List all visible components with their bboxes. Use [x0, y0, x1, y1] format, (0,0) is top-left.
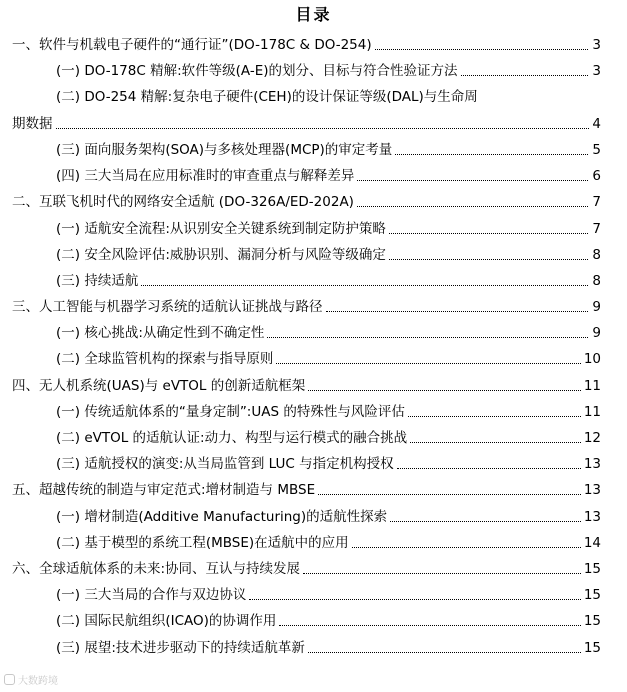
toc-leader-dots [56, 128, 590, 129]
toc-entry-page: 13 [583, 508, 601, 525]
toc-entry[interactable] [0, 320, 627, 346]
toc-entry[interactable] [0, 372, 627, 398]
toc-entry[interactable] [0, 242, 627, 268]
toc-entry-text: (二) 全球监管机构的探索与指导原则 [56, 351, 274, 368]
toc-entry[interactable] [0, 530, 627, 556]
toc-leader-dots [408, 416, 581, 417]
toc-entry-text: (一) 适航安全流程:从识别安全关键系统到制定防护策略 [56, 220, 386, 237]
toc-entry-page: 8 [592, 246, 601, 263]
toc-entry-text: (二) DO-254 精解:复杂电子硬件(CEH)的设计保证等级(DAL)与生命周 [56, 89, 478, 106]
toc-entry[interactable] [0, 268, 627, 294]
toc-entry-text: (三) 适航授权的演变:从当局监管到 LUC 与指定机构授权 [56, 456, 394, 473]
toc-list [0, 32, 627, 661]
toc-leader-dots [267, 337, 588, 338]
toc-entry-text: (一) DO-178C 精解:软件等级(A-E)的划分、目标与符合性验证方法 [56, 63, 458, 80]
toc-entry-text: (二) eVTOL 的适航认证:动力、构型与运行模式的融合挑战 [56, 430, 408, 447]
watermark [4, 672, 58, 687]
toc-leader-dots [308, 390, 581, 391]
toc-entry-page: 15 [583, 613, 601, 630]
toc-entry-page: 10 [583, 351, 601, 368]
toc-entry[interactable] [0, 399, 627, 425]
toc-entry-text: 四、无人机系统(UAS)与 eVTOL 的创新适航框架 [12, 377, 306, 394]
toc-entry-page: 11 [583, 377, 601, 394]
toc-entry-text: (一) 三大当局的合作与双边协议 [56, 587, 247, 604]
toc-leader-dots [389, 259, 588, 260]
toc-entry-page: 15 [583, 639, 601, 656]
toc-entry[interactable] [0, 582, 627, 608]
toc-leader-dots [389, 233, 588, 234]
watermark-logo-icon [4, 674, 15, 685]
toc-entry-page: 13 [583, 456, 601, 473]
toc-entry-page: 12 [583, 430, 601, 447]
toc-entry-text: 六、全球适航体系的未来:协同、互认与持续发展 [12, 560, 301, 577]
toc-entry-page: 13 [583, 482, 601, 499]
toc-entry-page: 7 [592, 194, 601, 211]
toc-entry-text: (一) 传统适航体系的“量身定制”:UAS 的特殊性与风险评估 [56, 403, 405, 420]
toc-entry-text-cont: 期数据 [12, 115, 53, 132]
toc-entry-page: 7 [592, 220, 601, 237]
toc-entry-page: 11 [583, 403, 601, 420]
toc-entry-text: (一) 增材制造(Additive Manufacturing)的适航性探索 [56, 508, 388, 525]
toc-entry[interactable] [0, 215, 627, 241]
toc-entry[interactable] [0, 608, 627, 634]
toc-entry-page: 8 [592, 272, 601, 289]
toc-leader-dots [461, 75, 589, 76]
toc-entry[interactable] [0, 425, 627, 451]
toc-entry[interactable] [0, 294, 627, 320]
toc-entry[interactable] [0, 503, 627, 529]
toc-entry-text: (四) 三大当局在应用标准时的审查重点与解释差异 [56, 168, 355, 185]
toc-leader-dots [326, 311, 589, 312]
toc-entry[interactable] [0, 346, 627, 372]
toc-entry-text: (二) 基于模型的系统工程(MBSE)在适航中的应用 [56, 534, 349, 551]
toc-entry-text: 五、超越传统的制造与审定范式:增材制造与 MBSE [12, 482, 316, 499]
toc-leader-dots [397, 468, 581, 469]
toc-leader-dots [375, 49, 588, 50]
toc-leader-dots [357, 180, 588, 181]
toc-entry-text: 三、人工智能与机器学习系统的适航认证挑战与路径 [12, 299, 323, 316]
toc-entry-page: 15 [583, 560, 601, 577]
toc-entry[interactable] [0, 189, 627, 215]
toc-entry[interactable] [0, 137, 627, 163]
toc-entry-text: (三) 持续适航 [56, 272, 139, 289]
toc-entry-page: 5 [592, 141, 601, 158]
toc-entry-text: (三) 展望:技术进步驱动下的持续适航革新 [56, 639, 305, 656]
watermark-text: 大数跨境 [18, 676, 58, 687]
toc-leader-dots [390, 521, 581, 522]
toc-entry-text: (二) 安全风险评估:威胁识别、漏洞分析与风险等级确定 [56, 246, 386, 263]
toc-entry[interactable] [0, 556, 627, 582]
toc-entry-text: 一、软件与机载电子硬件的“通行证”(DO-178C & DO-254) [12, 37, 372, 54]
toc-leader-dots [318, 494, 581, 495]
toc-entry[interactable] [0, 634, 627, 660]
toc-entry[interactable] [0, 477, 627, 503]
toc-entry-page: 9 [592, 325, 601, 342]
toc-leader-dots [308, 652, 581, 653]
toc-entry[interactable] [0, 451, 627, 477]
toc-leader-dots [357, 206, 588, 207]
toc-entry-page: 14 [583, 534, 601, 551]
toc-leader-dots [141, 285, 588, 286]
toc-entry-page: 6 [592, 168, 601, 185]
toc-entry-page: 9 [592, 299, 601, 316]
toc-leader-dots [303, 573, 581, 574]
toc-leader-dots [276, 363, 580, 364]
toc-entry-continuation [12, 111, 601, 137]
toc-entry-text: 二、互联飞机时代的网络安全适航 (DO-326A/ED-202A) [12, 194, 354, 211]
toc-entry-page: 3 [592, 37, 601, 54]
toc-entry-page: 4 [592, 115, 601, 132]
toc-leader-dots [249, 599, 580, 600]
toc-leader-dots [410, 442, 581, 443]
toc-leader-dots [395, 154, 588, 155]
toc-title: 目录 [295, 5, 332, 24]
toc-entry-page: 3 [592, 63, 601, 80]
toc-entry[interactable] [0, 32, 627, 58]
toc-entry-page: 15 [583, 587, 601, 604]
toc-entry[interactable] [0, 58, 627, 84]
toc-leader-dots [279, 625, 580, 626]
toc-leader-dots [352, 547, 581, 548]
toc-entry-text: (二) 国际民航组织(ICAO)的协调作用 [56, 613, 277, 630]
toc-entry-text: (一) 核心挑战:从确定性到不确定性 [56, 325, 265, 342]
toc-entry-text: (三) 面向服务架构(SOA)与多核处理器(MCP)的审定考量 [56, 141, 393, 158]
toc-entry[interactable] [0, 84, 627, 136]
toc-entry[interactable] [0, 163, 627, 189]
